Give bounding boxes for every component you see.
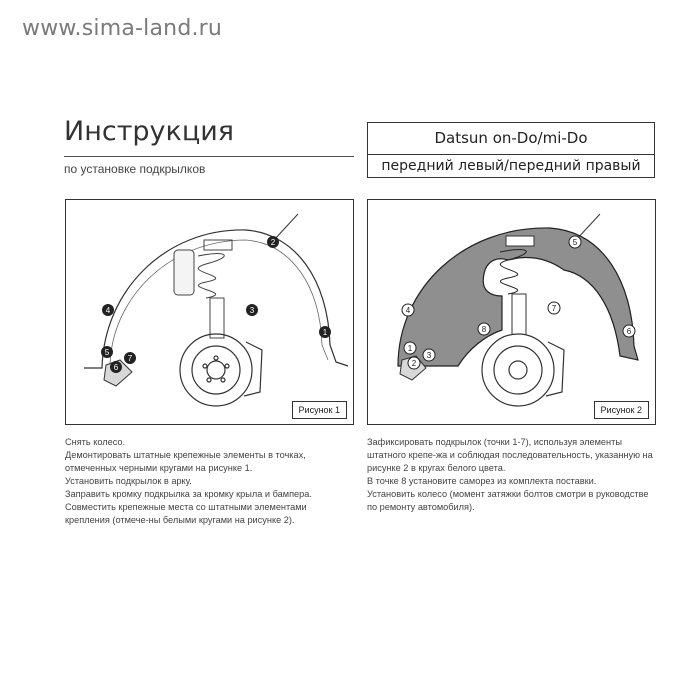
marker-2 [267, 236, 279, 248]
svg-text:7: 7 [127, 354, 133, 363]
figure-2 [367, 199, 656, 425]
marker-6 [623, 325, 635, 337]
instruction-step: Снять колесо. [65, 437, 126, 447]
page-subtitle: по установке подкрылков [64, 162, 206, 176]
instruction-step: Демонтировать штатные крепежные элементы в точках, отмеченных черными кругами на рисунке 1. [65, 450, 306, 473]
svg-text:6: 6 [626, 327, 632, 336]
marker-1 [404, 342, 416, 354]
marker-3 [246, 304, 258, 316]
marker-2 [408, 357, 420, 369]
title-divider [64, 156, 354, 157]
svg-text:4: 4 [105, 306, 111, 315]
instruction-step: Установить подкрылок в арку. [65, 476, 192, 486]
figure-1-label: Рисунок 1 [292, 401, 347, 419]
strut [174, 240, 232, 338]
svg-text:1: 1 [407, 344, 413, 353]
svg-text:2: 2 [411, 359, 417, 368]
svg-text:3: 3 [249, 306, 255, 315]
svg-text:7: 7 [551, 304, 557, 313]
marker-1 [319, 326, 331, 338]
marker-8 [478, 323, 490, 335]
page-title: Инструкция [64, 116, 235, 147]
marker-4 [402, 304, 414, 316]
svg-text:5: 5 [104, 348, 110, 357]
svg-text:6: 6 [113, 363, 119, 372]
pointer-line [576, 214, 600, 240]
instructions-right [367, 436, 656, 514]
instruction-step: Установить колесо (момент затяжки болтов смотри в руководстве по ремонту автомобиля). [367, 489, 649, 512]
brake-disc [482, 334, 564, 406]
marker-6 [110, 361, 122, 373]
model-name: Datsun on-Do/mi-Do [368, 123, 654, 155]
instructions-left [65, 436, 354, 527]
marker-4 [102, 304, 114, 316]
instruction-step: Совместить крепежные места со штатными элементами крепления (отмече-ны белыми кругами на рисунке 2). [65, 502, 307, 525]
marker-3 [423, 349, 435, 361]
pointer-line [274, 214, 298, 240]
svg-text:1: 1 [322, 328, 328, 337]
instruction-step: Заправить кромку подкрылка за кромку крыла и бампера. [65, 489, 312, 499]
figure-1 [65, 199, 354, 425]
brake-disc [180, 334, 262, 406]
fender-arch [84, 230, 348, 368]
svg-text:3: 3 [426, 351, 432, 360]
figure-1-drawing [66, 200, 355, 426]
svg-text:5: 5 [572, 238, 578, 247]
marker-5 [101, 346, 113, 358]
figure-2-label: Рисунок 2 [594, 401, 649, 419]
marker-7 [548, 302, 560, 314]
marker-5 [569, 236, 581, 248]
model-box [367, 122, 655, 178]
svg-text:4: 4 [405, 306, 411, 315]
site-watermark: www.sima-land.ru [22, 16, 223, 41]
marker-7 [124, 352, 136, 364]
model-side: передний левый/передний правый [381, 158, 641, 174]
svg-text:2: 2 [270, 238, 276, 247]
instruction-step: В точке 8 установите саморез из комплекта поставки. [367, 476, 597, 486]
instruction-step: Зафиксировать подкрылок (точки 1-7), используя элементы штатного крепе-жа и соблюдая последовательность, указанную на рисунке 2 в кругах белого цвета. [367, 437, 653, 473]
svg-text:8: 8 [481, 325, 487, 334]
figure-2-drawing [368, 200, 657, 426]
